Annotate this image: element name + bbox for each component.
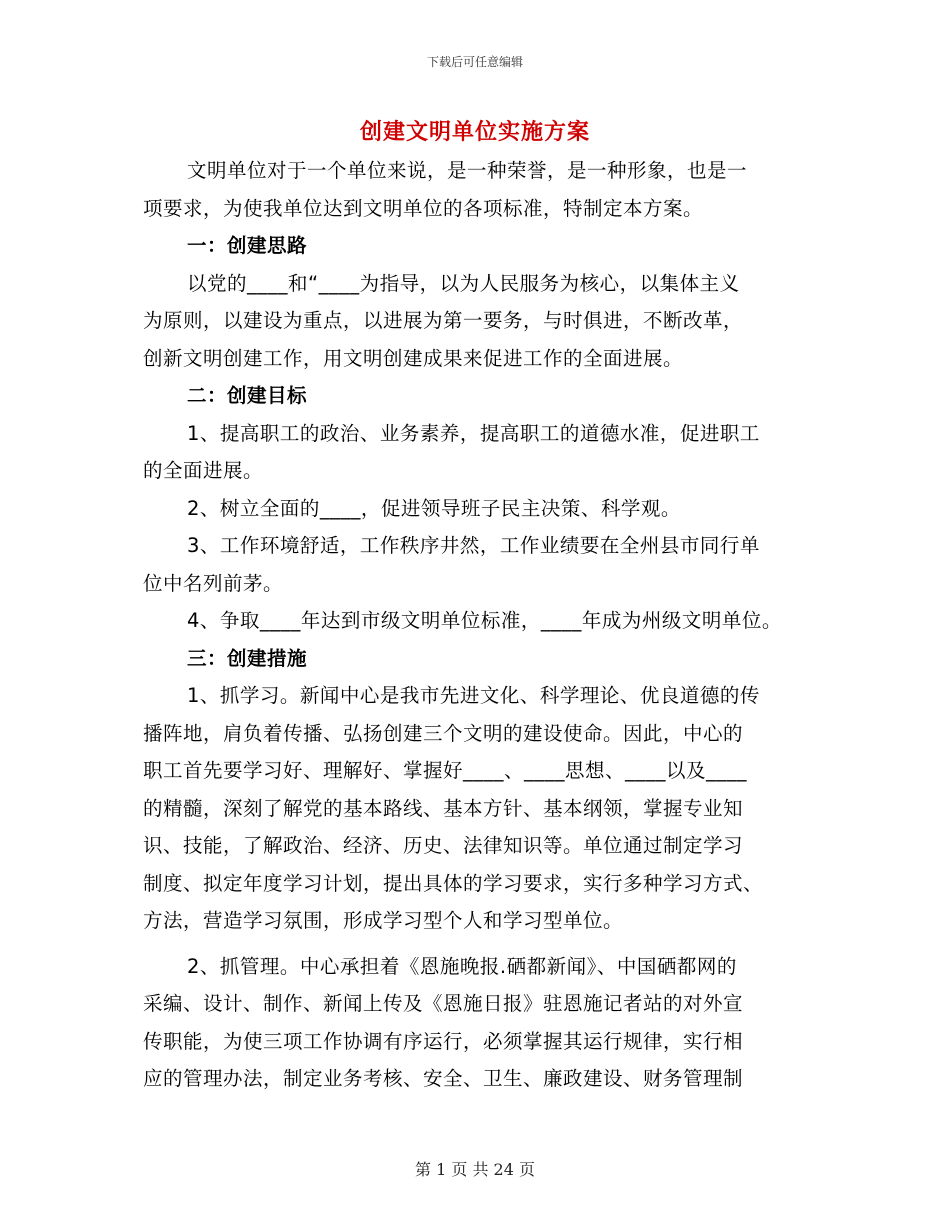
paragraph-line: 方法，营造学习氛围，形成学习型个人和学习型单位。 xyxy=(143,909,624,932)
paragraph-line: 应的管理办法，制定业务考核、安全、卫生、廉政建设、财务管理制 xyxy=(143,1067,744,1090)
page-footer: 第 1 页 共 24 页 xyxy=(415,1160,535,1179)
paragraph-line: 职工首先要学习好、理解好、掌握好____、____思想、____以及____ xyxy=(143,759,748,782)
paragraph-line: 的全面进展。 xyxy=(143,459,264,482)
document-body xyxy=(143,152,823,1098)
paragraph-gap xyxy=(143,940,823,948)
paragraph-line: 播阵地，肩负着传播、弘扬创建三个文明的建设使命。因此，中心的 xyxy=(143,721,744,745)
paragraph-line: 的精髓，深刻了解党的基本路线、基本方针、基本纲领，掌握专业知 xyxy=(143,796,744,820)
paragraph-line: 1、提高职工的政治、业务素养，提高职工的道德水准，促进职工 xyxy=(187,421,760,445)
paragraph-line: 制度、拟定年度学习计划，提出具体的学习要求，实行多种学习方式、 xyxy=(143,871,764,895)
paragraph-line: 位中名列前茅。 xyxy=(143,571,284,595)
paragraph-line: 创新文明创建工作，用文明创建成果来促进工作的全面进展。 xyxy=(143,346,684,370)
paragraph-line: 为原则，以建设为重点，以进展为第一要务，与时俱进，不断改革， xyxy=(143,309,744,332)
section-heading: 一：创建思路 xyxy=(187,234,308,257)
header-note: 下载后可任意编辑 xyxy=(426,55,523,69)
paragraph-line: 以党的____和“____为指导，以为人民服务为核心，以集体主义 xyxy=(187,271,740,295)
document-title: 创建文明单位实施方案 xyxy=(359,120,590,145)
paragraph-line: 2、抓管理。中心承担着《恩施晚报.硒都新闻》、中国硒都网的 xyxy=(187,954,737,978)
paragraph-line: 传职能，为使三项工作协调有序运行，必须掌握其运行规律，实行相 xyxy=(143,1029,744,1053)
paragraph-line: 1、抓学习。新闻中心是我市先进文化、科学理论、优良道德的传 xyxy=(187,684,760,707)
section-heading: 二：创建目标 xyxy=(187,384,308,407)
paragraph-line: 文明单位对于一个单位来说，是一种荣誉，是一种形象，也是一 xyxy=(187,159,748,182)
paragraph-line: 识、技能，了解政治、经济、历史、法律知识等。单位通过制定学习 xyxy=(143,834,744,857)
paragraph-line: 项要求，为使我单位达到文明单位的各项标准，特制定本方案。 xyxy=(143,196,704,220)
section-heading: 三：创建措施 xyxy=(187,646,308,670)
paragraph-line: 2、树立全面的____，促进领导班子民主决策、科学观。 xyxy=(187,496,681,520)
paragraph-line: 3、工作环境舒适，工作秩序井然，工作业绩要在全州县市同行单 xyxy=(187,534,760,557)
paragraph-line: 采编、设计、制作、新闻上传及《恩施日报》驻恩施记者站的对外宣 xyxy=(143,992,744,1015)
paragraph-line: 4、争取____年达到市级文明单位标准，____年成为州级文明单位。 xyxy=(187,609,782,632)
